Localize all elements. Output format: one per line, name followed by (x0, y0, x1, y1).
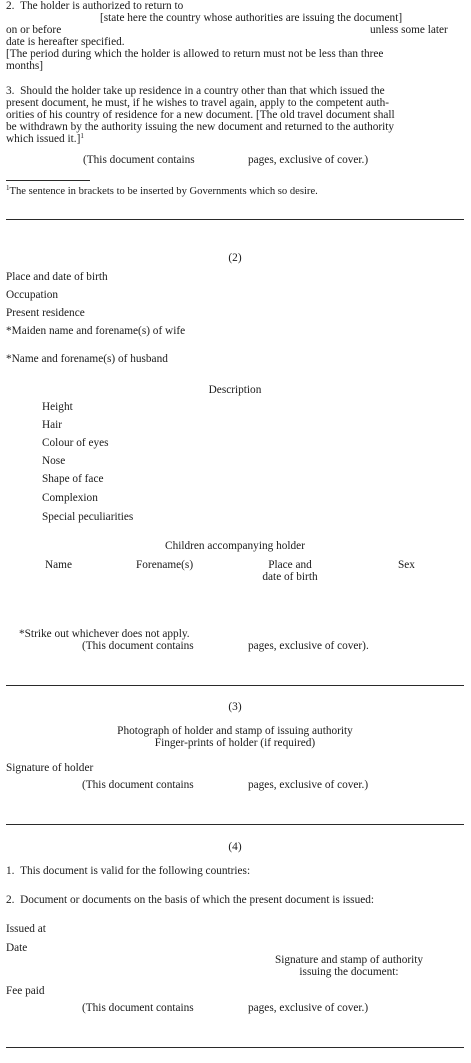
page-count-left: (This document contains (83, 154, 195, 166)
section-divider-2 (6, 685, 464, 686)
page-count-left: (This document contains (82, 640, 194, 652)
place-date-birth-label: Place and date of birth (6, 271, 108, 283)
date-label: Date (6, 942, 28, 954)
section-3-number: (3) (228, 701, 242, 713)
item2-unless: unless some later (370, 24, 448, 36)
item3-line5 (6, 133, 84, 145)
photograph-stamp-label: Photograph of holder and stamp of issuing authority (117, 725, 353, 737)
item2-line4: date is hereafter specified. (6, 36, 125, 48)
description-hair: Hair (42, 419, 63, 431)
item3-line2: present document, he must, if he wishes to travel again, apply to the competent auth- (6, 97, 390, 109)
item2-on-or-before: on or before (6, 24, 62, 36)
authority-signature-line1: Signature and stamp of authority (274, 954, 424, 966)
children-col-name: Name (45, 559, 72, 571)
item3-line4: be withdrawn by the authority issuing the new document and returned to the authority (6, 121, 395, 133)
children-col-place-date-line2: date of birth (262, 571, 318, 583)
section-divider-3 (6, 824, 464, 825)
children-col-forenames: Forename(s) (136, 559, 194, 571)
strike-note: *Strike out whichever does not apply. (19, 628, 190, 640)
item2-line1: 2. The holder is authorized to return to (6, 0, 184, 12)
description-nose: Nose (42, 455, 66, 467)
page-count-left: (This document contains (82, 779, 194, 791)
footnote-mark: 1 (6, 184, 10, 192)
section-divider-1 (6, 219, 464, 220)
children-heading: Children accompanying holder (165, 540, 305, 552)
issued-at-label: Issued at (6, 923, 46, 935)
description-height: Height (42, 401, 73, 413)
footnote-rule (6, 180, 90, 181)
husband-name-label: *Name and forename(s) of husband (6, 353, 168, 365)
page-count-right: pages, exclusive of cover.) (248, 1002, 369, 1014)
footnote-ref: 1 (80, 132, 84, 140)
occupation-label: Occupation (6, 289, 59, 301)
present-residence-label: Present residence (6, 307, 85, 319)
maiden-name-label: *Maiden name and forename(s) of wife (6, 325, 186, 337)
description-heading: Description (208, 384, 262, 396)
signature-of-holder-label: Signature of holder (6, 762, 94, 774)
basis-documents-label: 2. Document or documents on the basis of which the present document is issued: (6, 894, 375, 906)
item2-line6: months] (6, 60, 44, 72)
section-4-number: (4) (228, 841, 242, 853)
item3-line5-text: which issued it.] (6, 133, 81, 145)
description-colour-of-eyes: Colour of eyes (42, 437, 109, 449)
description-special-peculiarities: Special peculiarities (42, 511, 134, 523)
valid-countries-label: 1. This document is valid for the following countries: (6, 865, 251, 877)
footnote (6, 186, 318, 198)
page-count-right: pages, exclusive of cover.) (248, 154, 369, 166)
description-shape-of-face: Shape of face (42, 473, 104, 485)
item2-bracket-note: [state here the country whose authorities are issuing the document] (100, 12, 403, 24)
footnote-text: The sentence in brackets to be inserted by Governments which so desire. (9, 186, 318, 197)
children-col-sex: Sex (398, 559, 415, 571)
item2-line5: [The period during which the holder is allowed to return must not be less than three (6, 48, 384, 60)
description-complexion: Complexion (42, 492, 98, 504)
authority-signature-line2: issuing the document: (299, 966, 399, 978)
fee-paid-label: Fee paid (6, 985, 45, 997)
section-divider-4 (6, 1047, 464, 1048)
item3-line1: 3. Should the holder take up residence in a country other than that which issued the (6, 85, 385, 97)
children-col-place-date-line1: Place and (268, 559, 312, 571)
page-count-left: (This document contains (82, 1002, 194, 1014)
item3-line3: orities of his country of residence for a new document. [The old travel document shall (6, 109, 395, 121)
page-count-right: pages, exclusive of cover). (248, 640, 369, 652)
section-2-number: (2) (228, 252, 242, 264)
page-count-right: pages, exclusive of cover.) (248, 779, 369, 791)
finger-prints-label: Finger-prints of holder (if required) (154, 737, 316, 749)
